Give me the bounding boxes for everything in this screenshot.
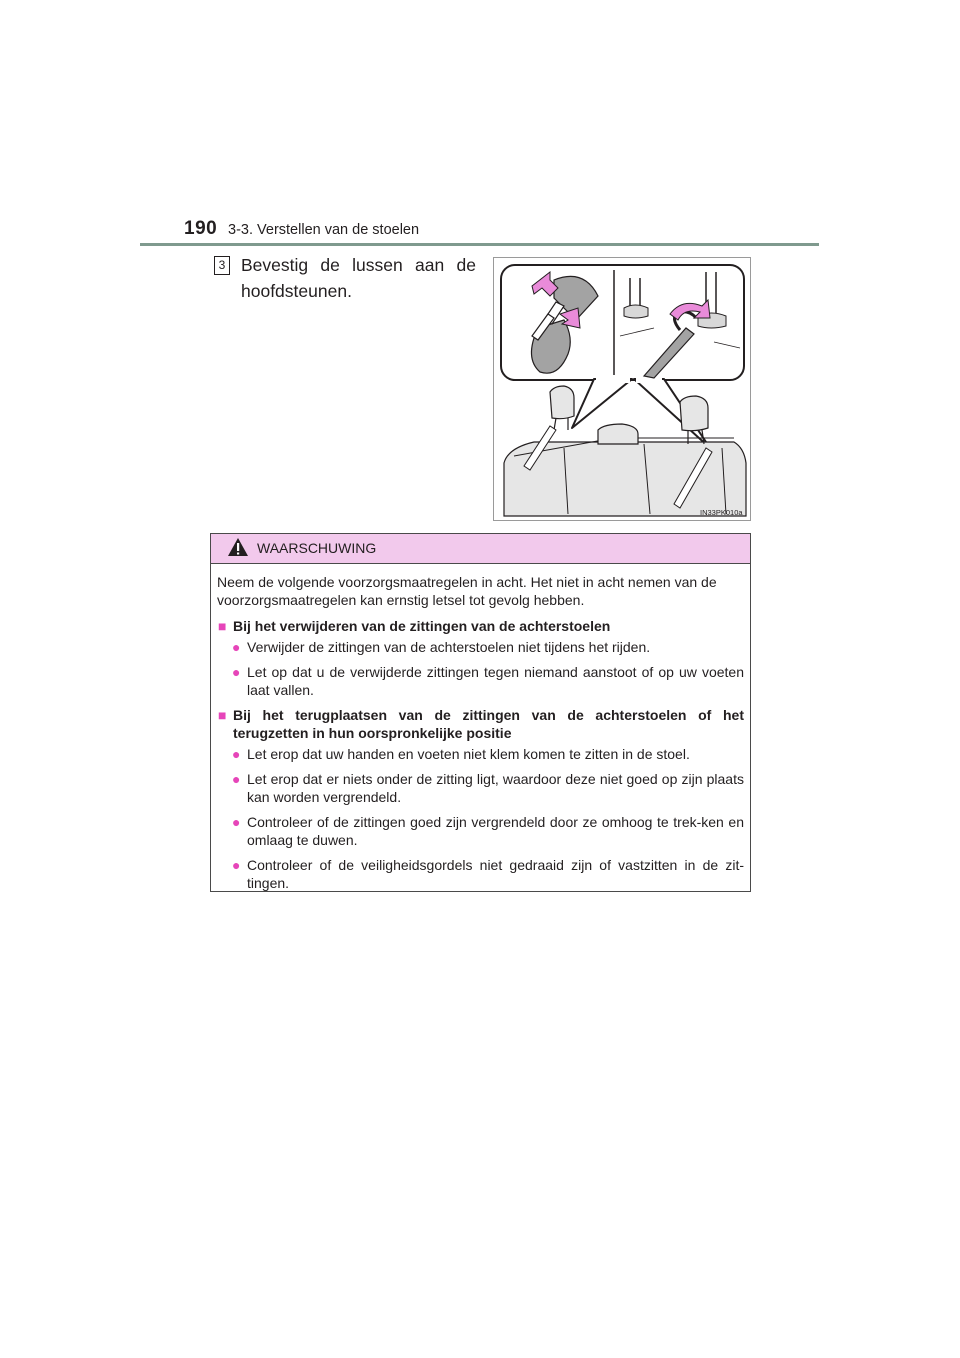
warning-header (211, 534, 750, 564)
dot-bullet-icon: ● (232, 639, 241, 655)
page-number: 190 (184, 218, 218, 239)
dot-bullet-icon: ● (232, 814, 241, 830)
header-divider (140, 243, 819, 246)
headrest-left (550, 386, 574, 419)
headrest-loop-diagram (494, 258, 750, 520)
warning-title: WAARSCHUWING (257, 540, 377, 556)
figure-code: IN33PK010a (700, 508, 743, 517)
dot-bullet-icon: ● (232, 857, 241, 873)
section-title: 3-3. Verstellen van de stoelen (228, 222, 420, 238)
warning-bullet: ● Let op dat u de verwijderde zittingen tegen niemand aanstoot of op uw voeten laat vallen. (232, 664, 744, 698)
headrest-center (598, 424, 638, 444)
step-instruction: Bevestig de lussen aan de hoofdsteunen. (241, 255, 476, 301)
step-number-box: 3 (214, 256, 230, 275)
headrest-right (680, 396, 708, 431)
warning-section-heading: ■ Bij het verwijderen van de zittingen van de achterstoelen (218, 618, 611, 634)
warning-section-heading: ■ Bij het terugplaatsen van de zittingen van de achterstoelen of het terugzetten in hun oorspronkelijke positie (218, 707, 744, 741)
dot-bullet-icon: ● (232, 664, 241, 680)
warning-bullet: ● Controleer of de veiligheidsgordels niet gedraaid zijn of vastzitten in de zit-tingen. (232, 857, 744, 891)
warning-bullet: ● Let erop dat uw handen en voeten niet klem komen te zitten in de stoel. (232, 746, 690, 762)
warning-box (210, 533, 751, 892)
warning-bullet: ● Controleer of de zittingen goed zijn vergrendeld door ze omhoog te trek-ken en omlaag te duwen. (232, 814, 744, 848)
warning-body (211, 564, 750, 892)
warning-triangle-icon (227, 537, 249, 557)
warning-bullet: ● Let erop dat er niets onder de zitting ligt, waardoor deze niet goed op zijn plaats kan worden vergrendeld. (232, 771, 744, 805)
dot-bullet-icon: ● (232, 771, 241, 787)
seat-illustration (493, 257, 751, 521)
square-bullet-icon: ■ (218, 618, 227, 634)
square-bullet-icon: ■ (218, 707, 227, 723)
dot-bullet-icon: ● (232, 746, 241, 762)
warning-intro: Neem de volgende voorzorgsmaatregelen in acht. Het niet in acht nemen van de voorzorgsmaatregelen kan ernstig letsel tot gevolg hebben. (217, 574, 717, 608)
warning-bullet: ● Verwijder de zittingen van de achterstoelen niet tijdens het rijden. (232, 639, 651, 655)
